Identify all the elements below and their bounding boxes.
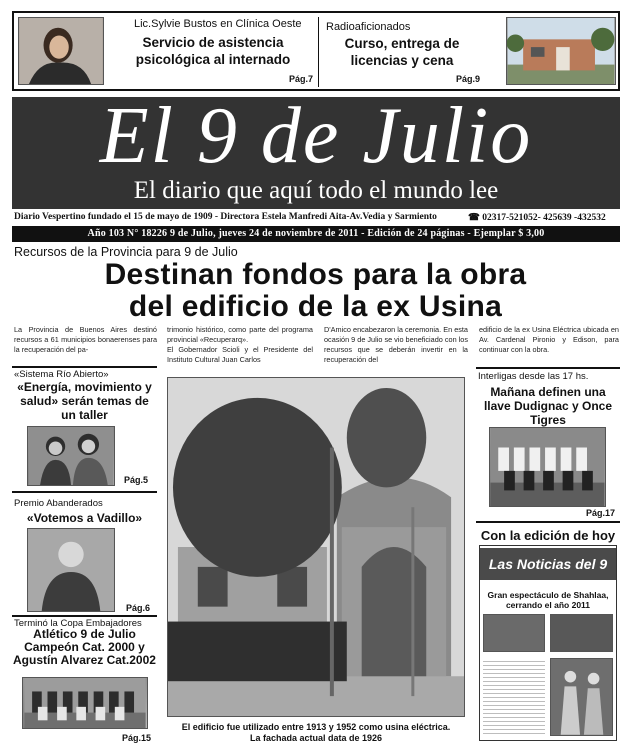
portrait-woman-icon [19,18,103,84]
teaser-right-photo [506,17,616,85]
lead-headline-line1[interactable]: Destinan fondos para la obra [104,258,527,291]
right-story1-headline[interactable]: Mañana definen una llave Dudignac y Once Tigres [483,385,613,427]
left-story1-kicker: «Sistema Río Abierto» [14,369,109,380]
youth-football-team-photo [23,678,147,728]
lead-text-col2: trimonio histórico, como parte del programa provincial «Recuperarq». El Gobernador Scioli y el Presidente del Instituto Cultural Juan Carlos [167,325,313,364]
right-col-divider-2 [476,521,620,523]
left-story2-kicker: Premio Abanderados [14,498,103,509]
teaser-right-kicker: Radioaficionados [326,21,411,33]
teaser-divider [318,17,319,87]
lead-photo-caption-1: El edificio fue utilizado entre 1913 y 1952 como usina eléctrica. [181,722,451,732]
teaser-left-photo [18,17,104,85]
left-col-divider-3 [12,615,157,617]
lead-text-col1: La Provincia de Buenos Aires destinó recursos a 61 municipios bonaerenses para la recuperación del pa- [14,325,157,354]
supplement-magazine-subtitle: Gran espectáculo de Shahlaa, cerrando el año 2011 [487,590,609,610]
supplement-photo-3 [550,658,613,736]
lead-photo-caption-2: La fachada actual data de 1926 [249,733,383,743]
supplement-photo-1 [483,614,545,652]
lead-text-col4: edificio de la ex Usina Eléctrica ubicada en Av. Cardenal Pironio y Edison, para continuar con la obra. [479,325,619,354]
dancers-photo [551,659,612,735]
masthead-title: El 9 de Julio [99,92,533,180]
masthead [12,92,620,209]
teaser-left-kicker: Lic.Sylvie Bustos en Clínica Oeste [134,18,302,30]
left-story3-page: Pág.15 [122,733,152,743]
lead-kicker: Recursos de la Provincia para 9 de Julio [14,245,238,259]
right-col-divider-1 [476,367,620,369]
left-col-divider-2 [12,491,157,493]
teaser-right-page: Pág.9 [456,74,481,84]
left-story1-headline[interactable]: «Energía, movimiento y salud» serán temas de un taller [17,380,152,422]
left-story3-photo [22,677,148,729]
supplement-photo-2 [550,614,613,652]
left-story1-photo [27,426,115,486]
man-portrait-photo [28,529,114,611]
dateline-bar: Año 103 N° 18226 9 de Julio, jueves 24 de noviembre de 2011 - Edición de 24 páginas - Ejemplar $ 3,00 [12,226,620,242]
supplement-heading: Con la edición de hoy [480,528,616,543]
lead-text-col3: D'Amico encabezaron la ceremonia. En esta ocasión 9 de Julio se vio beneficiado con los recursos que se deberán invertir en la recuperación del [324,325,469,364]
teaser-left-headline[interactable]: Servicio de asistencia psicológica al internado [135,35,291,67]
teaser-left-page: Pág.7 [289,74,314,84]
right-story1-kicker: Interligas desde las 17 hs. [478,371,589,382]
left-story2-photo [27,528,115,612]
left-col-divider-1 [12,366,157,368]
supplement-text-block [483,658,545,736]
left-story3-kicker: Terminó la Copa Embajadores [14,618,142,629]
lead-photo [167,377,465,717]
left-story1-page: Pág.5 [124,475,149,485]
phone-numbers: 02317-521052- 425639 -432532 [482,213,606,223]
right-story1-photo [489,427,606,507]
teaser-right-headline[interactable]: Curso, entrega de licencias y cena [344,36,460,68]
masthead-slogan: El diario que aquí todo el mundo lee [133,177,499,204]
building-photo-icon [507,18,615,84]
lead-headline-line2[interactable]: del edificio de la ex Usina [128,290,503,323]
masthead-phones [468,212,606,223]
left-story2-headline[interactable]: «Votemos a Vadillo» [26,511,143,525]
supplement-magazine-title: Las Noticias del 9 [480,548,616,580]
usina-building-photo [168,378,464,716]
football-team-photo [490,428,605,506]
right-story1-page: Pág.17 [586,508,616,518]
phone-icon: ☎ [468,213,483,223]
left-story2-page: Pág.6 [126,603,151,613]
supplement-magazine[interactable] [479,545,617,741]
two-women-photo [28,427,114,485]
teaser-band [12,11,620,91]
left-story3-headline[interactable]: Atlético 9 de Julio Campeón Cat. 2000 y Agustín Alvarez Cat.2002 [13,627,156,667]
masthead-info: Diario Vespertino fundado el 15 de mayo de 1909 - Directora Estela Manfredi Aita-Av.Vedia y Sarmiento [14,212,437,222]
